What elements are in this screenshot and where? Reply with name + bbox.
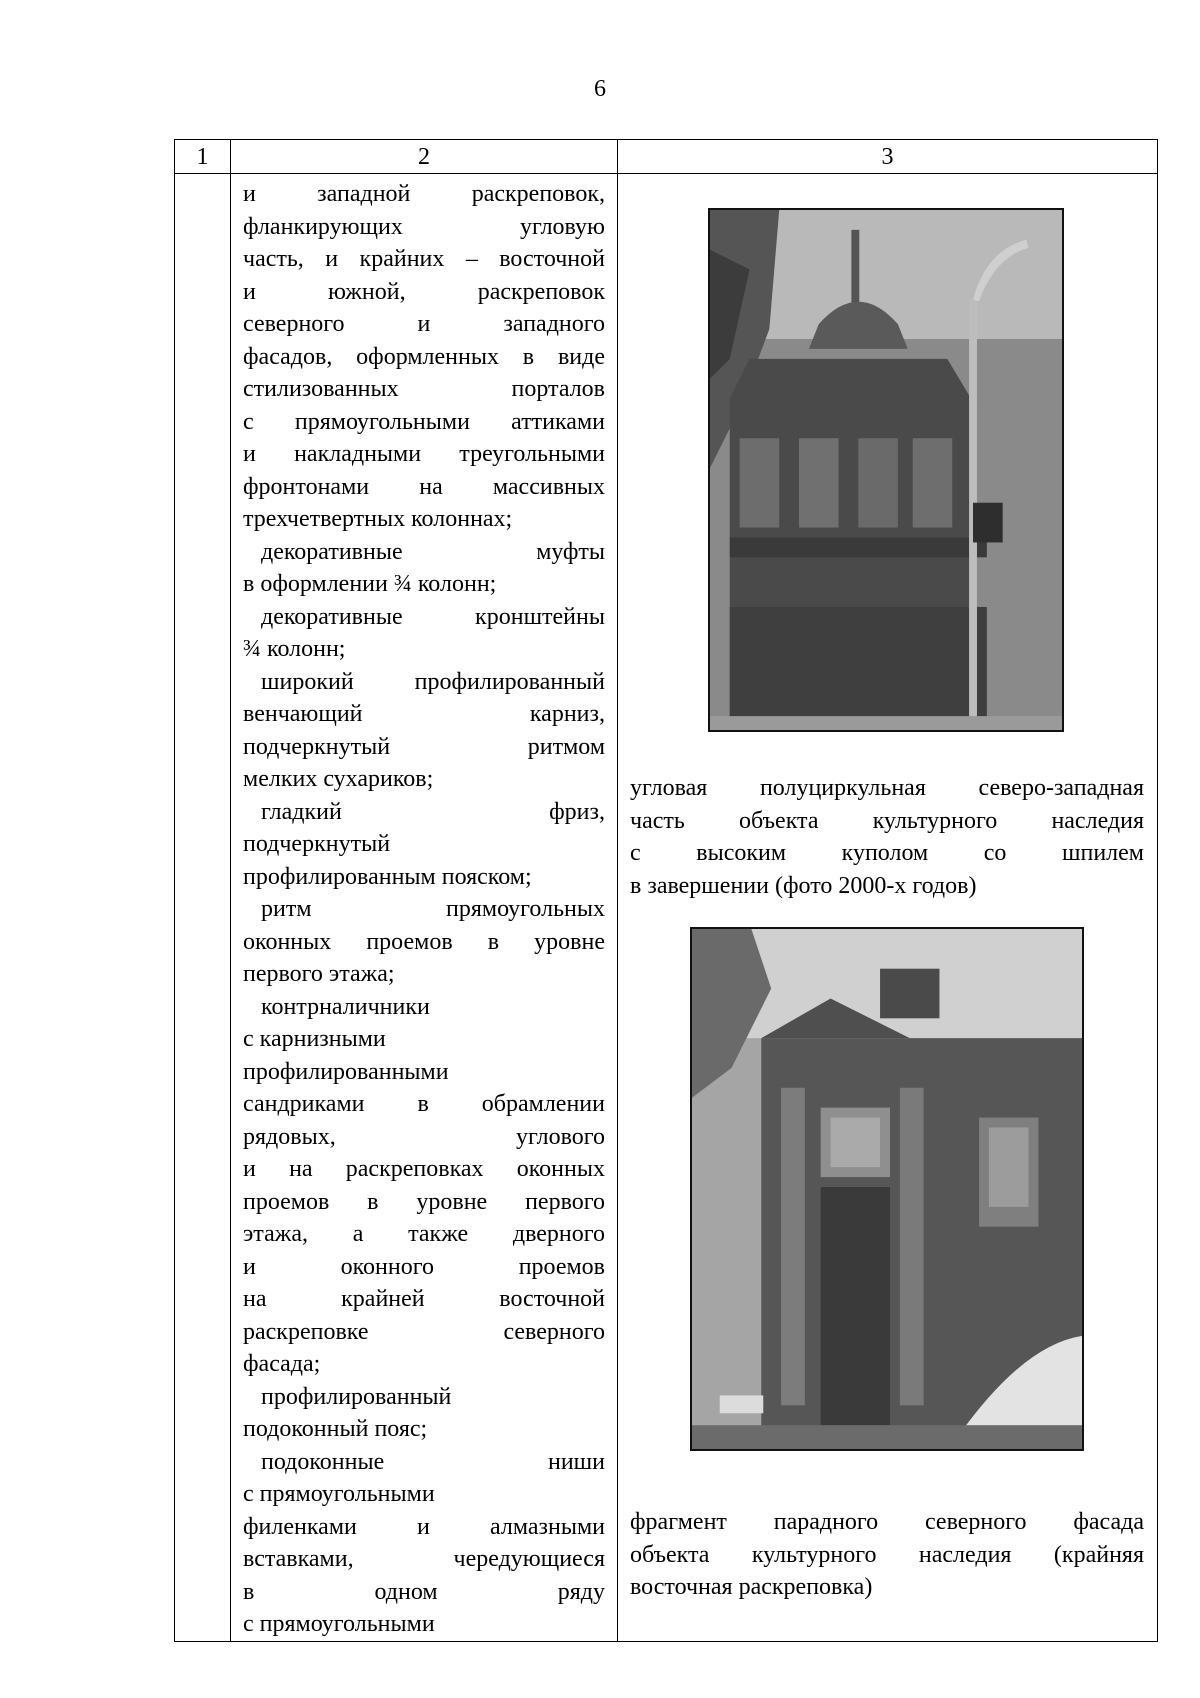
text-line: рядовых, углового: [243, 1123, 605, 1150]
text-line: ¾ колонн;: [243, 636, 346, 662]
text-line: декоративные муфты: [261, 538, 605, 565]
text-line: филенками и алмазными: [243, 1513, 605, 1540]
text-line: с карнизными: [243, 1026, 386, 1052]
text-line: гладкий фриз,: [261, 798, 605, 825]
column-header-3: 3: [618, 140, 1158, 174]
text-line: фланкирующих угловую: [243, 213, 605, 240]
text-line: ритм прямоугольных: [261, 896, 605, 922]
text-line: и оконного проемов: [243, 1253, 605, 1280]
text-line: и западной раскреповок,: [243, 181, 605, 207]
text-line: с прямоугольными: [243, 1611, 435, 1637]
text-line: проемов в уровне первого: [243, 1188, 605, 1215]
text-line: восточная раскреповка): [630, 1574, 873, 1600]
text-line: мелких сухариков;: [243, 766, 434, 792]
column-header-1: 1: [175, 140, 231, 174]
text-line: вставками, чередующиеся: [243, 1546, 605, 1572]
column-header-2: 2: [231, 140, 618, 174]
text-line: профилированным пояском;: [243, 863, 532, 890]
text-line: первого этажа;: [243, 961, 395, 987]
text-line: оконных проемов в уровне: [243, 928, 605, 955]
text-line: трехчетвертных колоннах;: [243, 506, 513, 532]
north-facade-photo: [690, 927, 1084, 1451]
text-line: фасада;: [243, 1351, 321, 1377]
text-line: часть, и крайних – восточной: [243, 246, 605, 272]
text-line: сандриками в обрамлении: [243, 1091, 605, 1117]
table-header-row: [175, 140, 1158, 174]
text-line: венчающий карниз,: [243, 701, 605, 727]
text-line: подоконные ниши: [261, 1448, 605, 1475]
table-row: [175, 174, 1158, 1642]
page-number: 6: [594, 76, 606, 102]
text-line: в завершении (фото 2000-х годов): [630, 872, 977, 899]
text-line: подоконный пояс;: [243, 1416, 428, 1442]
text-line: контрналичники: [261, 993, 430, 1020]
text-line: и южной, раскреповок: [243, 278, 605, 305]
text-line: на крайней восточной: [243, 1286, 605, 1312]
text-line: подчеркнутый: [243, 831, 391, 857]
photo2-caption: [630, 1506, 1144, 1604]
description-text: [243, 178, 605, 1641]
text-line: широкий профилированный: [261, 668, 605, 695]
text-line: с прямоугольными аттиками: [243, 408, 605, 435]
building-corner-photo: [708, 208, 1064, 732]
photo-cell: [618, 174, 1158, 1642]
text-line: объекта культурного наследия (крайняя: [630, 1541, 1144, 1568]
text-line: с высоким куполом со шпилем: [630, 840, 1144, 866]
text-line: в оформлении ¾ колонн;: [243, 571, 497, 597]
number-cell: [175, 174, 231, 1642]
text-line: подчеркнутый ритмом: [243, 733, 605, 760]
text-line: часть объекта культурного наследия: [630, 807, 1144, 834]
text-line: фрагмент парадного северного фасада: [630, 1509, 1144, 1535]
text-line: профилированными: [243, 1058, 449, 1085]
description-cell: [231, 174, 618, 1642]
text-line: с прямоугольными: [243, 1481, 435, 1507]
text-line: угловая полуциркульная северо-западная: [630, 775, 1144, 801]
text-line: фронтонами на массивных: [243, 473, 605, 500]
text-line: и накладными треугольными: [243, 441, 605, 467]
text-line: раскреповке северного: [243, 1318, 605, 1345]
text-line: в одном ряду: [243, 1578, 605, 1605]
text-line: северного и западного: [243, 311, 605, 337]
heritage-table: [174, 139, 1158, 1642]
text-line: и на раскреповках оконных: [243, 1156, 605, 1182]
text-line: фасадов, оформленных в виде: [243, 343, 605, 370]
text-line: этажа, а также дверного: [243, 1221, 605, 1247]
text-line: профилированный: [261, 1383, 452, 1410]
text-line: декоративные кронштейны: [261, 603, 605, 630]
photo1-caption: [630, 772, 1144, 902]
text-line: стилизованных порталов: [243, 376, 605, 402]
